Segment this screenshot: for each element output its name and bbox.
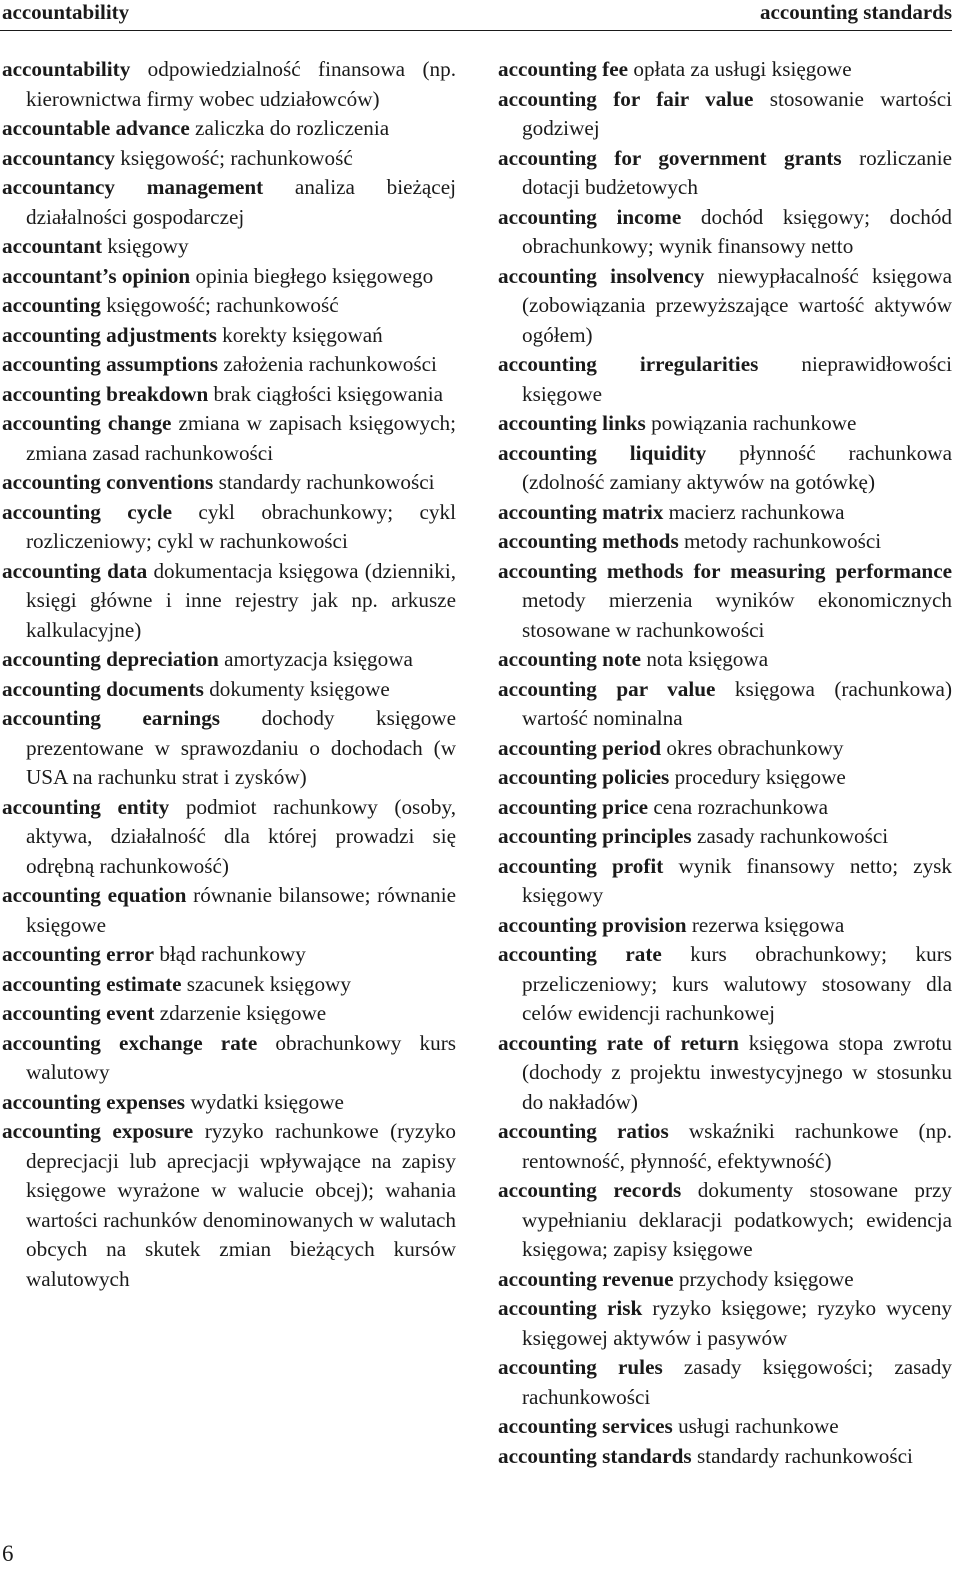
entry-term: accounting (2, 293, 101, 317)
page-number: 6 (2, 1541, 14, 1566)
entry-definition: dokumenty stosowane przy wypełnianiu deklaracji podatkowych; ewidencja księgowa; zapisy księgowe (522, 1178, 952, 1261)
dictionary-entry (2, 114, 456, 144)
entry-term: accounting adjustments (2, 322, 217, 347)
dictionary-entry (2, 380, 456, 410)
entry-term: accounting irregularities (498, 352, 759, 376)
entry-definition: księgowość; rachunkowość (106, 293, 339, 317)
dictionary-entry (498, 1265, 952, 1295)
entry-definition: nieprawidłowości księgowe (522, 352, 953, 406)
dictionary-entry (2, 321, 456, 351)
dictionary-entry (498, 1442, 952, 1472)
dictionary-entry (498, 1029, 952, 1118)
dictionary-entry (2, 704, 456, 793)
entry-definition: zasady rachunkowości (696, 824, 889, 848)
dictionary-entry (2, 468, 456, 498)
entry-definition: księgowość; rachunkowość (120, 145, 353, 170)
dictionary-entry (2, 409, 456, 468)
dictionary-entry (498, 1353, 952, 1412)
entry-term: accounting assumptions (2, 352, 219, 376)
dictionary-entry (2, 645, 456, 675)
entry-definition: księgowa (rachunkowa) wartość nominalna (522, 676, 953, 730)
entry-definition: metody mierzenia wyników ekonomicznych stosowane w rachunkowości (522, 588, 952, 642)
dictionary-entry (498, 1176, 952, 1265)
entry-definition: przychody księgowe (678, 1266, 854, 1291)
entry-definition: wskaźniki rachunkowe (np. rentowność, płynność, efektywność) (522, 1119, 952, 1173)
entry-definition: błąd rachunkowy (159, 942, 306, 966)
entry-term: accounting revenue (498, 1266, 674, 1291)
dictionary-entry (498, 439, 952, 498)
entry-term: accountancy management (2, 175, 264, 199)
entry-definition: dochód księgowy; dochód obrachunkowy; wynik finansowy netto (522, 204, 953, 258)
dictionary-entry (2, 350, 456, 380)
dictionary-entry (498, 822, 952, 852)
entry-definition: dokumentacja księgowa (dzienniki, księgi główne i inne rejestry jak np. arkusze kalkulacyjne) (26, 558, 457, 642)
running-header (0, 0, 952, 31)
dictionary-entry (498, 409, 952, 439)
entry-term: accounting depreciation (2, 647, 219, 671)
entry-term: accounting documents (2, 676, 204, 701)
entry-definition: odpowiedzialność finansowa (np. kierownictwa firmy wobec udziałowców) (26, 57, 456, 111)
entry-definition: rozliczanie dotacji budżetowych (522, 145, 952, 199)
entry-term: accounting principles (498, 824, 692, 848)
entry-term: accounting for fair value (498, 86, 754, 111)
dictionary-entry (498, 55, 952, 85)
entry-definition: dochody księgowe prezentowane w sprawozdaniu o dochodach (w USA na rachunku strat i zysków) (26, 706, 457, 789)
entry-definition: opinia biegłego księgowego (195, 263, 434, 288)
entry-term: accounting standards (498, 1443, 692, 1468)
dictionary-entry (2, 262, 456, 292)
left-column (2, 55, 456, 1294)
entry-term: accounting expenses (2, 1089, 186, 1114)
entry-term: accounting exchange rate (2, 1030, 258, 1055)
dictionary-entry (498, 262, 952, 351)
entry-term: accountability (2, 57, 131, 81)
dictionary-entry (2, 1029, 456, 1088)
entry-definition: standardy rachunkowości (218, 470, 435, 494)
dictionary-entry (2, 881, 456, 940)
entry-definition: ryzyko rachunkowe (ryzyko deprecjacji lub aprecjacji wpływające na zapisy księgowe wyrażone w walucie obcej); wahania wartości rachunków denominowanych w walutach obcych na skutek zmian bieżących kursów walutowych (26, 1119, 457, 1291)
entry-term: accounting matrix (498, 499, 664, 524)
dictionary-entry (2, 232, 456, 262)
entry-definition: nota księgowa (646, 647, 769, 671)
entry-term: accounting provision (498, 912, 687, 937)
entry-definition: stosowanie wartości godziwej (522, 86, 953, 140)
entry-term: accounting links (498, 411, 646, 435)
entry-definition: okres obrachunkowy (666, 735, 844, 760)
dictionary-entry (2, 970, 456, 1000)
entry-definition: wynik finansowy netto; zysk księgowy (522, 853, 952, 907)
entry-definition: niewypłacalność księgowa (zobowiązania przewyższające wartość aktywów ogółem) (522, 263, 953, 347)
dictionary-entry (498, 675, 952, 734)
entry-term: accounting note (498, 647, 642, 671)
entry-definition: rezerwa księgowa (691, 912, 845, 937)
entry-term: accounting data (2, 558, 148, 583)
dictionary-entry (498, 793, 952, 823)
entry-definition: wydatki księgowe (190, 1089, 344, 1114)
entry-definition: amortyzacja księgowa (224, 647, 413, 671)
dictionary-entry (498, 85, 952, 144)
dictionary-entry (498, 203, 952, 262)
entry-term: accounting insolvency (498, 263, 705, 288)
dictionary-entry (2, 793, 456, 882)
dictionary-entry (2, 55, 456, 114)
entry-definition: procedury księgowe (674, 765, 846, 789)
entry-definition: równanie bilansowe; równanie księgowe (26, 883, 456, 937)
entry-term: accounting rate (498, 942, 662, 966)
right-column (498, 55, 952, 1471)
entry-definition: zaliczka do rozliczenia (195, 116, 390, 140)
entry-term: accounting liquidity (498, 440, 707, 465)
entry-definition: obrachunkowy kurs walutowy (26, 1030, 456, 1084)
entry-definition: zasady księgowości; zasady rachunkowości (522, 1355, 952, 1409)
entry-definition: macierz rachunkowa (668, 499, 845, 524)
entry-term: accounting ratios (498, 1119, 669, 1143)
entry-term: accounting event (2, 1001, 155, 1025)
dictionary-entry (2, 675, 456, 705)
dictionary-entry (498, 350, 952, 409)
dictionary-entry (498, 144, 952, 203)
entry-term: accounting breakdown (2, 381, 209, 406)
entry-definition: usługi rachunkowe (678, 1414, 839, 1438)
entry-definition: płynność rachunkowa (zdolność zamiany aktywów na gotówkę) (522, 440, 953, 494)
entry-term: accounting methods (498, 529, 679, 553)
entry-definition: księgowy (107, 234, 189, 258)
entry-term: accounting earnings (2, 706, 221, 730)
dictionary-entry (498, 527, 952, 557)
entry-term: accounting estimate (2, 971, 182, 996)
dictionary-entry (2, 1117, 456, 1294)
entry-definition: cykl obrachunkowy; cykl rozliczeniowy; cykl w rachunkowości (26, 499, 457, 553)
entry-term: accounting fee (498, 57, 629, 81)
entry-term: accountancy (2, 145, 115, 170)
entry-term: accounting change (2, 411, 172, 435)
dictionary-entry (498, 557, 952, 646)
entry-term: accounting cycle (2, 499, 172, 524)
dictionary-entry (2, 557, 456, 646)
entry-term: accountant (2, 234, 103, 258)
dictionary-entry (2, 144, 456, 174)
dictionary-entry (498, 911, 952, 941)
entry-term: accounting conventions (2, 470, 214, 494)
dictionary-entry (498, 940, 952, 1029)
entry-term: accounting price (498, 794, 649, 819)
entry-term: accounting exposure (2, 1119, 194, 1143)
dictionary-entry (498, 498, 952, 528)
dictionary-entry (2, 999, 456, 1029)
entry-definition: założenia rachunkowości (223, 352, 437, 376)
entry-definition: korekty księgowań (222, 322, 383, 347)
entry-definition: księgowa stopa zwrotu (dochody z projektu inwestycyjnego w stosunku do nakładów) (522, 1030, 952, 1114)
header-last-term: accounting standards (760, 0, 952, 24)
entry-definition: analiza bieżącej działalności gospodarczej (26, 175, 456, 229)
entry-term: accounting income (498, 204, 682, 229)
entry-definition: cena rozrachunkowa (653, 794, 829, 819)
dictionary-entry (498, 734, 952, 764)
entry-term: accounting records (498, 1178, 682, 1202)
entry-term: accounting profit (498, 853, 664, 878)
dictionary-entry (498, 763, 952, 793)
entry-term: accounting services (498, 1414, 673, 1438)
dictionary-entry (2, 498, 456, 557)
entry-term: accounting par value (498, 676, 716, 701)
entry-definition: podmiot rachunkowy (osoby, aktywa, działalność dla której prowadzi się odrębną rachunkowość) (26, 794, 456, 878)
entry-definition: dokumenty księgowe (209, 676, 390, 701)
entry-term: accountant’s opinion (2, 263, 191, 288)
entry-definition: kurs obrachunkowy; kurs przeliczeniowy; kurs walutowy stosowany dla celów ewidencji rachunkowej (522, 942, 952, 1025)
entry-term: accounting period (498, 735, 662, 760)
dictionary-entry (2, 1088, 456, 1118)
entry-definition: szacunek księgowy (186, 971, 351, 996)
dictionary-entry (498, 1117, 952, 1176)
dictionary-entry (498, 645, 952, 675)
entry-term: accounting rules (498, 1355, 663, 1379)
entry-term: accountable advance (2, 116, 190, 140)
entry-definition: metody rachunkowości (684, 529, 882, 553)
entry-term: accounting rate of return (498, 1030, 739, 1055)
entry-definition: zmiana w zapisach księgowych; zmiana zasad rachunkowości (26, 411, 456, 465)
dictionary-entry (2, 940, 456, 970)
entry-term: accounting error (2, 942, 155, 966)
header-first-term: accountability (2, 0, 130, 24)
dictionary-entry (2, 173, 456, 232)
dictionary-entry (498, 1412, 952, 1442)
entry-term: accounting equation (2, 883, 187, 907)
dictionary-entry (498, 1294, 952, 1353)
dictionary-entry (2, 291, 456, 321)
entry-definition: standardy rachunkowości (696, 1443, 913, 1468)
entry-term: accounting for government grants (498, 145, 842, 170)
entry-term: accounting entity (2, 794, 170, 819)
entry-term: accounting risk (498, 1296, 643, 1320)
entry-definition: zdarzenie księgowe (159, 1001, 327, 1025)
entry-term: accounting methods for measuring performance (498, 558, 952, 583)
entry-definition: powiązania rachunkowe (651, 411, 857, 435)
entry-definition: opłata za usługi księgowe (633, 57, 852, 81)
dictionary-entry (498, 852, 952, 911)
entry-definition: ryzyko księgowe; ryzyko wyceny księgowej aktywów i pasywów (522, 1296, 953, 1350)
entry-term: accounting policies (498, 765, 670, 789)
entry-definition: brak ciągłości księgowania (213, 381, 443, 406)
